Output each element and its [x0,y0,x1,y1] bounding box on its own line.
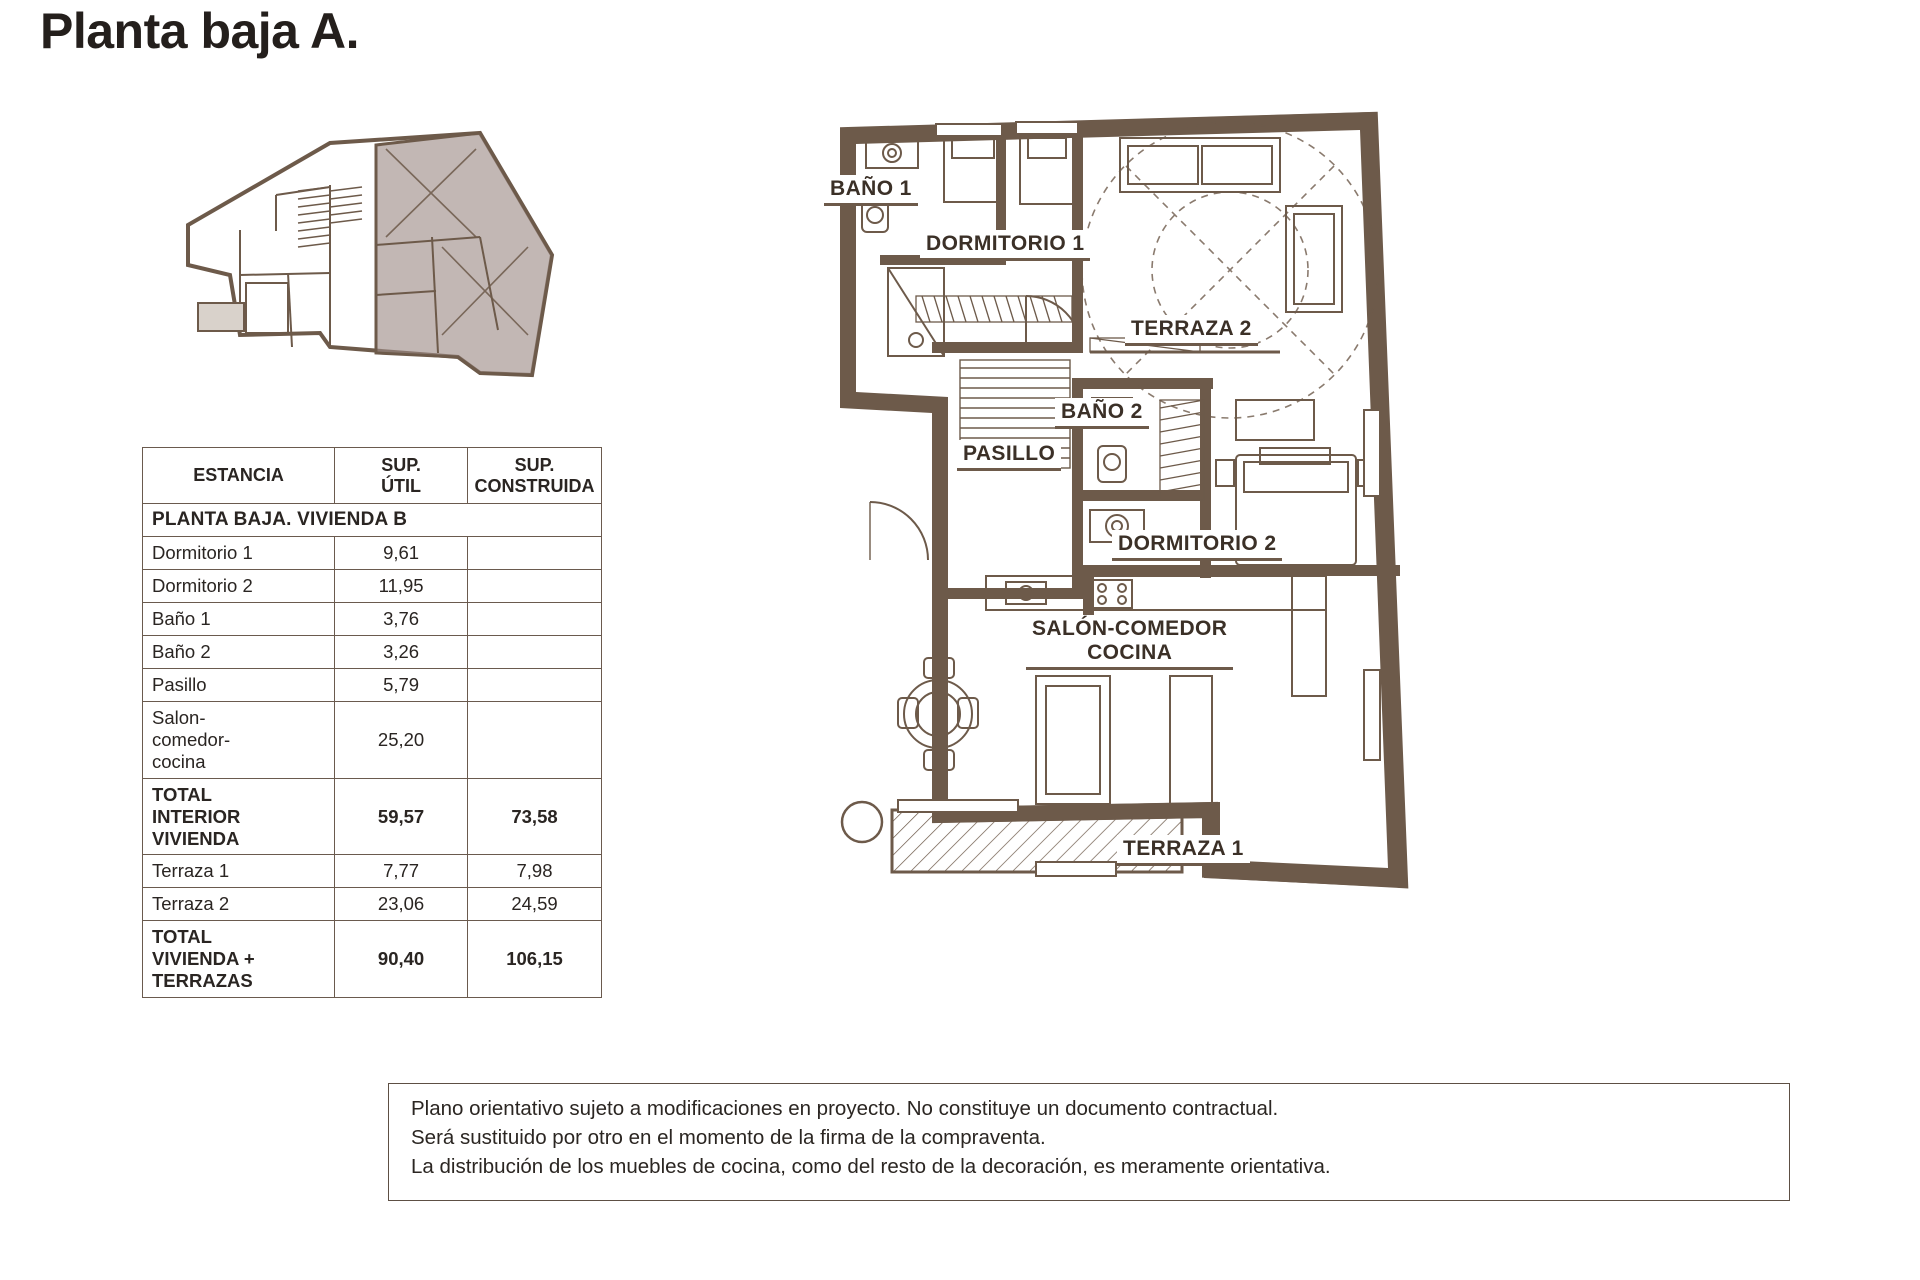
salon-label-line1: SALÓN-COMEDOR [1032,617,1228,640]
table-row-total-interior [143,778,602,854]
row-label: Dormitorio 2 [143,570,335,603]
row-label: Salon- comedor- cocina [143,702,335,778]
row-util: 9,61 [335,537,468,570]
row-util: 7,77 [335,855,468,888]
row-label: Terraza 2 [143,888,335,921]
disclaimer-box [388,1083,1790,1201]
row-util: 5,79 [335,669,468,702]
col-sup-construida [468,448,602,504]
row-construida [468,669,602,702]
row-construida: 73,58 [468,778,602,854]
disclaimer-line-2: Será sustituido por otro en el momento de la firma de la compraventa. [411,1126,1046,1150]
row-label: Baño 2 [143,636,335,669]
row-util: 59,57 [335,778,468,854]
key-plan-outline [188,133,552,375]
disclaimer-line-3: La distribución de los muebles de cocina, como del resto de la decoración, es meramente orientativa. [411,1155,1331,1179]
row-label: TOTAL VIVIENDA + TERRAZAS [143,921,335,997]
col-sup-util [335,448,468,504]
col-estancia: ESTANCIA [143,448,335,504]
row-construida [468,636,602,669]
table-row [143,888,602,921]
row-util: 25,20 [335,702,468,778]
key-plan [180,125,560,445]
row-label: Baño 1 [143,603,335,636]
room-label-terraza1: TERRAZA 1 [1117,835,1250,866]
col-sup-util-line1: SUP. [381,455,421,475]
table-row [143,669,602,702]
table-row [143,702,602,778]
row-construida: 106,15 [468,921,602,997]
row-util: 3,26 [335,636,468,669]
col-sup-util-line2: ÚTIL [381,475,422,496]
salon-label-line2: COCINA [1087,641,1173,665]
room-label-dormitorio1: DORMITORIO 1 [920,230,1090,261]
row-construida [468,570,602,603]
row-construida: 24,59 [468,888,602,921]
row-label: Terraza 1 [143,855,335,888]
row-construida [468,537,602,570]
row-label: Pasillo [143,669,335,702]
row-label: Dormitorio 1 [143,537,335,570]
table-row-total-plus-terraces [143,921,602,997]
room-label-dormitorio2: DORMITORIO 2 [1112,530,1282,561]
page-title: Planta baja A. [40,3,360,59]
areas-table-wrapper [142,447,602,998]
row-construida [468,702,602,778]
col-sup-construida-line2: CONSTRUIDA [474,475,595,496]
table-row [143,855,602,888]
col-sup-construida-line1: SUP. [514,455,555,475]
row-util: 3,76 [335,603,468,636]
row-util: 11,95 [335,570,468,603]
row-construida [468,603,602,636]
room-label-pasillo: PASILLO [957,440,1061,471]
floor-plan-drawing [830,110,1900,1100]
table-row [143,570,602,603]
table-row [143,636,602,669]
room-label-terraza2: TERRAZA 2 [1125,315,1258,346]
row-util: 90,40 [335,921,468,997]
row-util: 23,06 [335,888,468,921]
table-header-row [143,448,602,504]
table-section-label: PLANTA BAJA. VIVIENDA B [143,504,602,537]
room-label-salon-comedor-cocina [1026,615,1233,670]
table-row [143,603,602,636]
disclaimer-line-1: Plano orientativo sujeto a modificaciones en proyecto. No constituye un documento contractual. [411,1097,1279,1120]
terraza2-furniture [1082,122,1378,418]
row-label: TOTAL INTERIOR VIVIENDA [143,778,335,854]
areas-table [142,447,602,998]
table-section-row [143,504,602,537]
row-construida: 7,98 [468,855,602,888]
room-label-bano1: BAÑO 1 [824,175,918,206]
table-row [143,537,602,570]
room-label-bano2: BAÑO 2 [1055,398,1149,429]
